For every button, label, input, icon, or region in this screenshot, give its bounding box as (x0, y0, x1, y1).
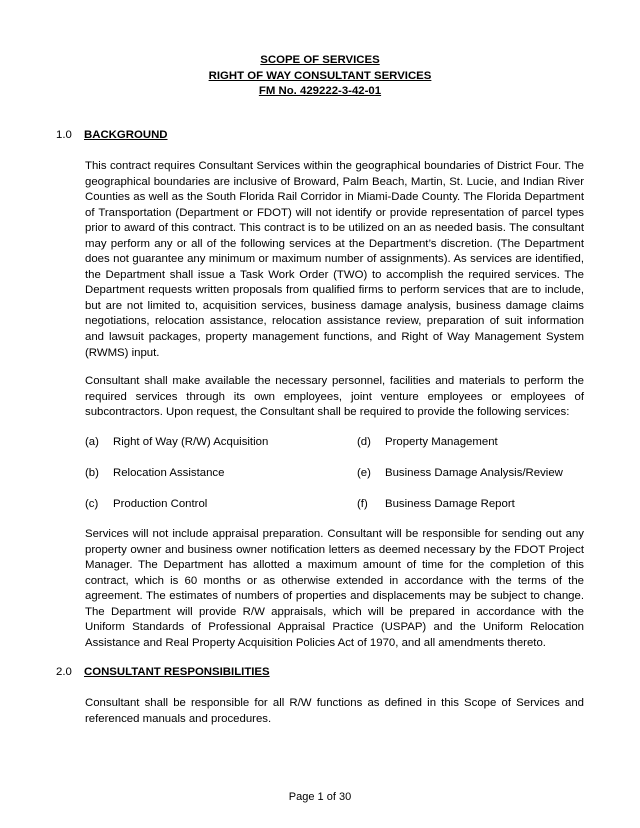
background-paragraph-2: Consultant shall make available the necessary personnel, facilities and materials to perform the required services through its own employees, joint venture employees or employees of subcontractors. Upon request, the Consultant shall be required to provide the following services: (85, 375, 584, 419)
service-label: Right of Way (R/W) Acquisition (113, 436, 269, 448)
section-number: 2.0 (56, 666, 72, 678)
background-paragraph-1: This contract requires Consultant Services within the geographical boundaries of District Four. The geographical boundaries are inclusive of Broward, Palm Beach, Martin, St. Lucie, and Indian River Counties as well as the South Florida Rail Corridor in Miami-Dade County. The Florida Department of Transportation (Department or FDOT) will not identify or provide representation of parcel types prior to award of this contract. This contract is to be utilized on an as needed basis. The consultant may perform any or all of the following services at the Department’s discretion. (The Department does not guarantee any minimum or maximum number of assignments). As services are identified, the Department shall issue a Task Work Order (TWO) to accomplish the required services. The Department requests written proposals from qualified firms to perform services that are to include, but are not limited to, acquisition services, business damage analysis, business damage claims negotiations, relocation assistance, relocation assistance review, preparation of suit information and lawsuit packages, property management functions, and Right of Way Management System (RWMS) input. (85, 160, 584, 359)
service-label: Production Control (113, 498, 208, 510)
header-title: SCOPE OF SERVICES (260, 54, 380, 66)
section-title: CONSULTANT RESPONSIBILITIES (84, 666, 270, 678)
page-number: Page 1 of 30 (288, 791, 352, 803)
section-number: 1.0 (56, 129, 72, 141)
service-row (85, 466, 584, 482)
background-paragraph-3: Services will not include appraisal preparation. Consultant will be responsible for sending out any property owner and business owner notification letters as deemed necessary by the FDOT Project Manager. The Department has allotted a maximum amount of time for the completion of this contract, which is 60 months or as otherwise extended in accordance with the terms of the agreement. The estimates of numbers of properties and displacements may be subject to change. The Department will provide R/W appraisals, which will be prepared in accordance with the Uniform Standards of Professional Appraisal Practice (USPAP) and the Uniform Relocation Assistance and Real Property Acquisition Policies Act of 1970, and all amendments thereto. (85, 528, 584, 649)
service-letter: (d) (357, 436, 371, 448)
service-row (85, 497, 584, 513)
service-letter: (f) (357, 498, 368, 510)
section-heading-background (56, 128, 168, 144)
service-row (85, 435, 584, 451)
service-letter: (c) (85, 498, 99, 510)
service-label: Business Damage Report (385, 498, 515, 510)
service-letter: (a) (85, 436, 99, 448)
responsibilities-paragraph-1: Consultant shall be responsible for all R/W functions as defined in this Scope of Services and referenced manuals and procedures. (85, 697, 584, 725)
service-letter: (e) (357, 467, 371, 479)
section-title: BACKGROUND (84, 129, 168, 141)
service-letter: (b) (85, 467, 99, 479)
service-label: Property Management (385, 436, 498, 448)
service-label: Business Damage Analysis/Review (385, 467, 563, 479)
header-subtitle: RIGHT OF WAY CONSULTANT SERVICES (208, 69, 432, 82)
document-header (0, 53, 640, 100)
header-fm-number: FM No. 429222-3-42-01 (258, 85, 382, 97)
section-heading-responsibilities (56, 665, 270, 681)
service-label: Relocation Assistance (113, 467, 225, 479)
